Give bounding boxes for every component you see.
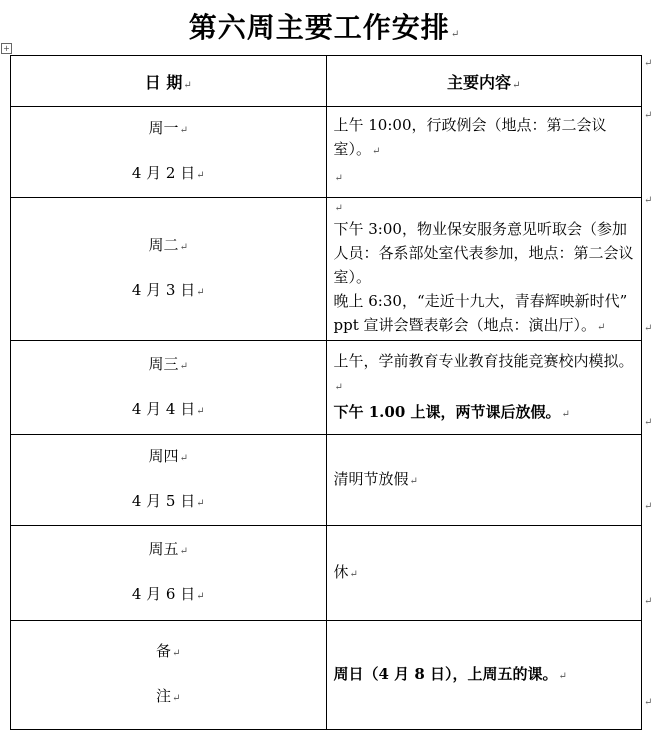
content-cell: 上午，学前教育专业教育技能竞赛校内模拟。↵ 下午 1.00 上课，两节课后放假。↵: [326, 341, 642, 435]
page-title: 第六周主要工作安排↵: [188, 11, 461, 44]
date-cell: 周二↵ 4 月 3 日↵: [11, 198, 327, 341]
table-row: [11, 526, 642, 621]
table-row: [11, 107, 642, 198]
row-end-mark: ↵: [644, 323, 652, 334]
content-cell: 休↵: [326, 526, 642, 621]
table-row: [11, 198, 642, 341]
remark-row: [11, 621, 642, 730]
table-move-handle-icon[interactable]: +: [1, 43, 12, 54]
date-cell: 周四↵ 4 月 5 日↵: [11, 435, 327, 526]
row-end-mark: ↵: [644, 110, 652, 121]
schedule-table: [10, 55, 642, 730]
content-cell: ↵ 下午 3:00，物业保安服务意见听取会（参加人员：各系部处室代表参加，地点：第二会议室）。 晚上 6:30，“走近十九大，青春辉映新时代” ppt 宣讲会暨表彰会（地点：演出厅）。↵: [326, 198, 642, 341]
remark-content-cell: 周日（4 月 8 日），上周五的课。↵: [326, 621, 642, 730]
content-cell: 上午 10:00，行政例会（地点：第二会议室）。↵ ↵: [326, 107, 642, 198]
row-end-mark: ↵: [644, 501, 652, 512]
row-end-mark: ↵: [644, 697, 652, 708]
date-column-header: 日 期↵: [11, 56, 327, 107]
content-cell: 清明节放假↵: [326, 435, 642, 526]
date-cell: 周一↵ 4 月 2 日↵: [11, 107, 327, 198]
row-end-mark: ↵: [644, 596, 652, 607]
date-cell: 周五↵ 4 月 6 日↵: [11, 526, 327, 621]
row-end-mark: ↵: [644, 58, 652, 69]
table-header-row: [11, 56, 642, 107]
row-end-mark: ↵: [644, 195, 652, 206]
content-column-header: 主要内容↵: [326, 56, 642, 107]
table-row: [11, 435, 642, 526]
remark-label-cell: 备↵ 注↵: [11, 621, 327, 730]
table-row: [11, 341, 642, 435]
date-cell: 周三↵ 4 月 4 日↵: [11, 341, 327, 435]
row-end-mark: ↵: [644, 417, 652, 428]
